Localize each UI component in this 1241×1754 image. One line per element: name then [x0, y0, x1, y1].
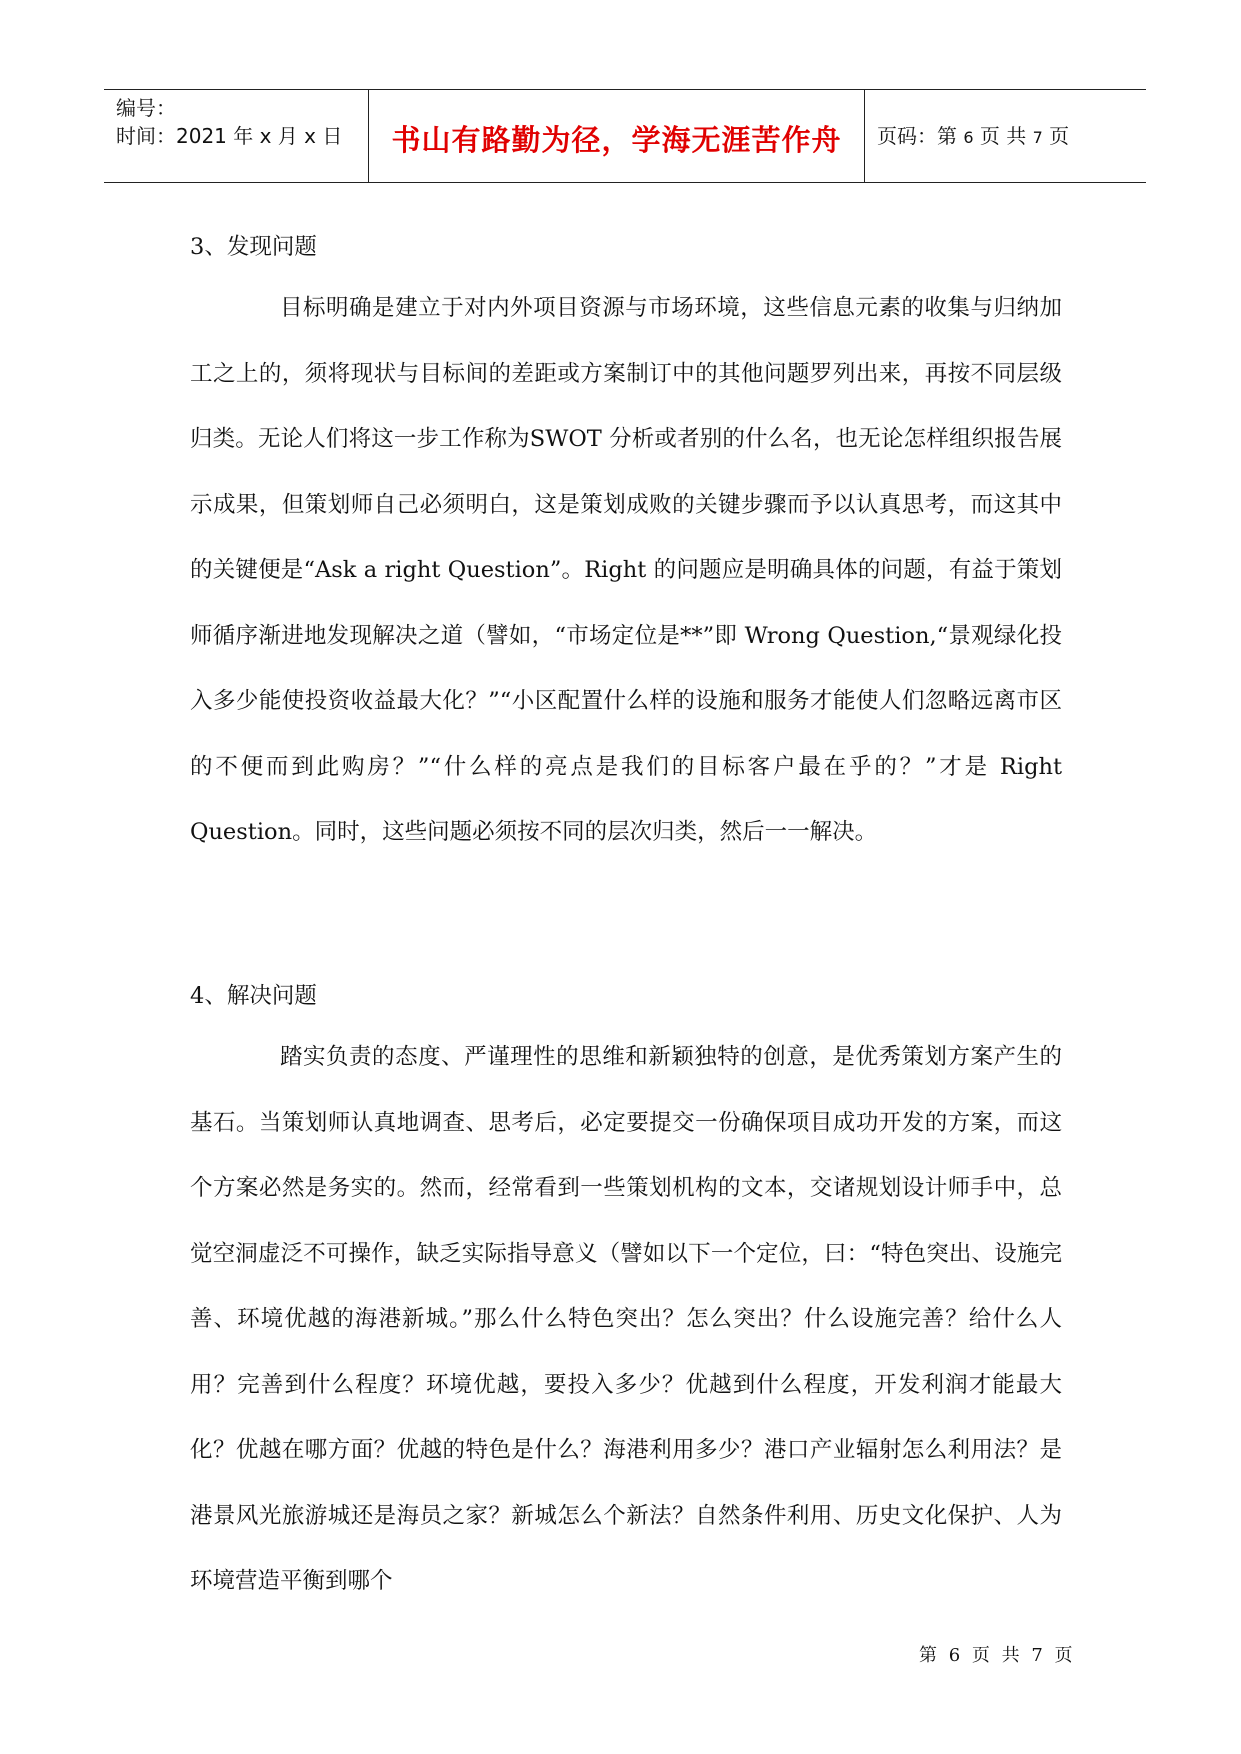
- page-end-label: 页: [1049, 124, 1070, 148]
- page-mid-label: 页 共: [979, 124, 1027, 148]
- page-number: 6: [963, 128, 974, 147]
- paragraph-text: 踏实负责的态度、严谨理性的思维和新颖独特的创意，是优秀策划方案产生的基石。当策划师认真地调查、思考后，必定要提交一份确保项目成功开发的方案，而这个方案必然是务实的。然而，经常看到一些策划机构的文本，交诸规划设计师手中，总觉空洞虚泛不可操作，缺乏实际指导意义（譬如以下一个定位，曰：“特色突出、设施完善、环境优越的海港新城。”那么什么特色突出？怎么突出？什么设施完善？给什么人用？完善到什么程度？环境优越，要投入多少？优越到什么程度，开发利润才能最大化？优越在哪方面？优越的特色是什么？海港利用多少？港口产业辐射怎么利用法？是港景风光旅游城还是海员之家？新城怎么个新法？自然条件利用、历史文化保护、人为环境营造平衡到哪个: [190, 1044, 1062, 1594]
- section-heading: 4、解决问题: [190, 983, 317, 1009]
- section-body: [190, 276, 1062, 866]
- header-meta: [104, 90, 369, 182]
- header-page-info: [865, 90, 1146, 182]
- page-total: 7: [1032, 128, 1043, 147]
- header-motto-cell: [369, 90, 865, 182]
- page-footer: 第 6 页 共 7 页: [919, 1645, 1076, 1666]
- document-header: [104, 89, 1146, 183]
- document-time-label: 时间：2021 年 x 月 x 日: [116, 124, 343, 148]
- section-body: [190, 1025, 1062, 1615]
- section-heading: 3、发现问题: [190, 234, 317, 260]
- page-label: 页码：第: [877, 124, 957, 148]
- paragraph-text: 目标明确是建立于对内外项目资源与市场环境，这些信息元素的收集与归纳加工之上的，须将现状与目标间的差距或方案制订中的其他问题罗列出来，再按不同层级归类。无论人们将这一步工作称为SWOT 分析或者别的什么名，也无论怎样组织报告展示成果，但策划师自己必须明白，这是策划成败的关键步骤而予以认真思考，而这其中的关键便是“Ask a right Question”。Right 的问题应是明确具体的问题，有益于策划师循序渐进地发现解决之道（譬如，“市场定位是**”即 Wrong Question,“景观绿化投入多少能使投资收益最大化？”“小区配置什么样的设施和服务才能使人们忽略远离市区的不便而到此购房？”“什么样的亮点是我们的目标客户最在乎的？”才是 Right Question。同时，这些问题必须按不同的层次归类，然后一一解决。: [190, 295, 1062, 845]
- header-motto: 书山有路勤为径，学海无涯苦作舟: [391, 123, 842, 157]
- document-number-label: 编号：: [116, 96, 176, 120]
